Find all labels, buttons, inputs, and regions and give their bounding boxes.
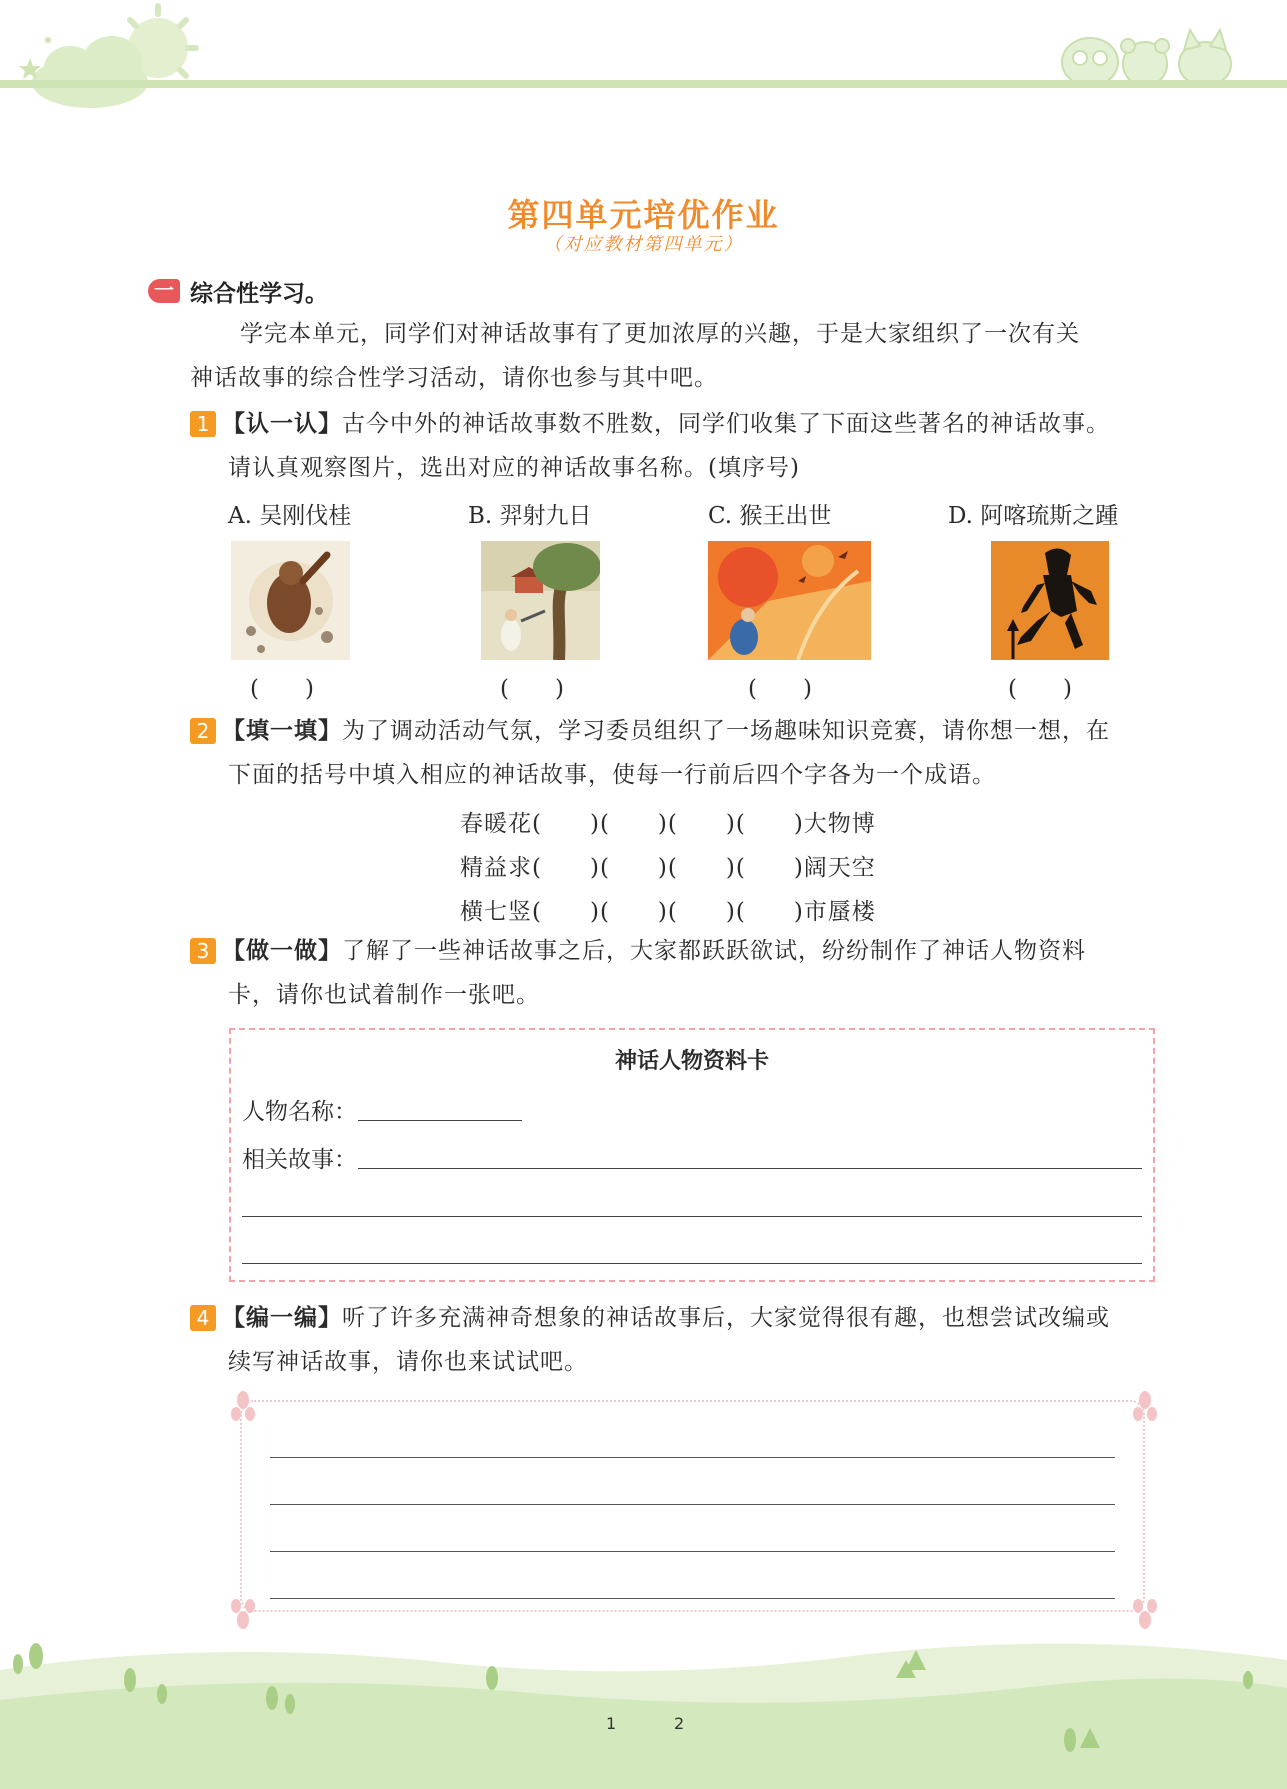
idiom-row-3-start: 横七竖( bbox=[460, 899, 542, 925]
section-title: 综合性学习。 bbox=[190, 281, 328, 307]
section-intro-line1: 学完本单元，同学们对神话故事有了更加浓厚的兴趣，于是大家组织了一次有关 bbox=[240, 321, 1080, 347]
answer-paren-b[interactable]: ( ) bbox=[500, 676, 564, 702]
option-d: D. 阿喀琉斯之踵 bbox=[948, 503, 1119, 529]
header-divider bbox=[0, 80, 1287, 88]
story-input-line-3[interactable] bbox=[242, 1263, 1142, 1264]
section-badge: 一 bbox=[148, 279, 180, 303]
question-2-text: 为了调动活动气氛，学习委员组织了一场趣味知识竞赛，请你想一想，在 bbox=[342, 718, 1110, 744]
idiom-row-3 bbox=[460, 893, 876, 926]
idiom-row-2-start: 精益求( bbox=[460, 855, 542, 881]
answer-paren-d[interactable]: ( ) bbox=[1008, 676, 1072, 702]
idiom-row-2-blanks[interactable]: )( )( )( bbox=[541, 855, 794, 881]
question-3-text: 了解了一些神话故事之后，大家都跃跃欲试，纷纷制作了神话人物资料 bbox=[342, 938, 1086, 964]
picture-hou-yi-shooting-suns bbox=[708, 541, 871, 660]
idiom-row-1-blanks[interactable]: )( )( )( bbox=[541, 811, 794, 837]
answer-paren-c[interactable]: ( ) bbox=[748, 676, 812, 702]
story-input-line-1[interactable] bbox=[358, 1168, 1142, 1169]
question-4-number: 4 bbox=[190, 1305, 216, 1331]
story-label: 相关故事： bbox=[242, 1147, 357, 1173]
idiom-row-3-end: )市蜃楼 bbox=[793, 899, 876, 925]
answer-paren-a[interactable]: ( ) bbox=[250, 676, 314, 702]
question-2-number: 2 bbox=[190, 718, 216, 744]
info-card-title: 神话人物资料卡 bbox=[614, 1049, 769, 1074]
section-intro-line2: 神话故事的综合性学习活动，请你也参与其中吧。 bbox=[190, 365, 718, 391]
header-cloud-sun-decoration bbox=[0, 0, 220, 120]
option-c: C. 猴王出世 bbox=[708, 503, 832, 529]
writing-line-4[interactable] bbox=[270, 1598, 1115, 1599]
question-1-line1 bbox=[222, 402, 1110, 446]
question-1-text: 古今中外的神话故事数不胜数，同学们收集了下面这些著名的神话故事。 bbox=[342, 411, 1110, 437]
question-2-line1 bbox=[222, 709, 1110, 753]
idiom-row-2-end: )阔天空 bbox=[793, 855, 876, 881]
bear-icon bbox=[1121, 39, 1169, 86]
question-3-tag: 【做一做】 bbox=[222, 938, 342, 964]
cat-icon bbox=[1179, 30, 1231, 86]
page-title: 第四单元培优作业 bbox=[507, 196, 780, 234]
name-label: 人物名称： bbox=[242, 1099, 357, 1125]
picture-wu-gang-cutting-tree bbox=[481, 541, 600, 660]
frame-corner-flower-icon bbox=[228, 1590, 258, 1630]
question-3-line1 bbox=[222, 929, 1086, 973]
writing-line-1[interactable] bbox=[270, 1457, 1115, 1458]
picture-monkey-king bbox=[231, 541, 350, 660]
question-1-number: 1 bbox=[190, 411, 216, 437]
question-2-line2: 下面的括号中填入相应的神话故事，使每一行前后四个字各为一个成语。 bbox=[228, 762, 996, 788]
question-4-tag: 【编一编】 bbox=[222, 1305, 342, 1331]
question-1-line2: 请认真观察图片，选出对应的神话故事名称。(填序号) bbox=[228, 455, 800, 481]
question-3-line2: 卡，请你也试着制作一张吧。 bbox=[228, 982, 540, 1008]
question-4-line1 bbox=[222, 1296, 1110, 1340]
idiom-row-3-blanks[interactable]: )( )( )( bbox=[541, 899, 794, 925]
name-input-line[interactable] bbox=[358, 1120, 522, 1121]
frame-corner-flower-icon bbox=[228, 1390, 258, 1430]
page-number-right: 2 bbox=[674, 1714, 685, 1733]
idiom-row-1-start: 春暖花( bbox=[460, 811, 542, 837]
owl-icon bbox=[1062, 38, 1118, 86]
page-number-left: 1 bbox=[606, 1714, 617, 1733]
idiom-row-2 bbox=[460, 849, 876, 882]
question-1-tag: 【认一认】 bbox=[222, 411, 342, 437]
page-subtitle: （对应教材第四单元） bbox=[543, 234, 744, 255]
writing-line-3[interactable] bbox=[270, 1551, 1115, 1552]
option-a: A. 吴刚伐桂 bbox=[228, 503, 352, 529]
picture-achilles bbox=[991, 541, 1109, 660]
idiom-row-1-end: )大物博 bbox=[793, 811, 876, 837]
question-4-line2: 续写神话故事，请你也来试试吧。 bbox=[228, 1349, 588, 1375]
frame-corner-flower-icon bbox=[1130, 1590, 1160, 1630]
cloud-icon bbox=[32, 36, 148, 108]
writing-frame bbox=[240, 1400, 1145, 1612]
footer-grass-hills bbox=[0, 1630, 1287, 1789]
frame-corner-flower-icon bbox=[1130, 1390, 1160, 1430]
idiom-row-1 bbox=[460, 805, 876, 838]
story-input-line-2[interactable] bbox=[242, 1216, 1142, 1217]
option-b: B. 羿射九日 bbox=[468, 503, 592, 529]
question-4-text: 听了许多充满神奇想象的神话故事后，大家觉得很有趣，也想尝试改编或 bbox=[342, 1305, 1110, 1331]
writing-line-2[interactable] bbox=[270, 1504, 1115, 1505]
question-2-tag: 【填一填】 bbox=[222, 718, 342, 744]
question-3-number: 3 bbox=[190, 938, 216, 964]
